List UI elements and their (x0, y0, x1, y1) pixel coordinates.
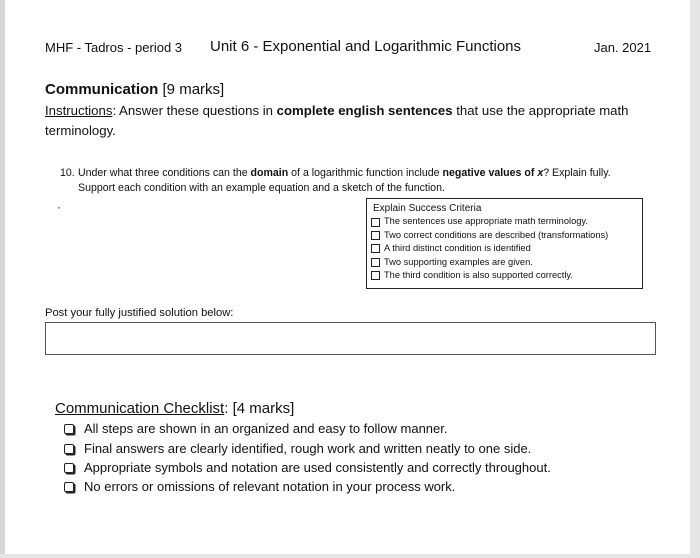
solution-answer-box[interactable] (45, 322, 656, 355)
criteria-item (371, 256, 642, 269)
solution-prompt: Post your fully justified solution below: (45, 307, 234, 319)
checklist-item (64, 421, 448, 436)
checkbox-icon[interactable] (371, 218, 380, 227)
question-text-c: ? Explain fully. (543, 167, 611, 179)
criteria-item-text: The sentences use appropriate math terminology. (384, 216, 588, 227)
question-text-b: of a logarithmic function include (288, 167, 443, 179)
checkbox-icon[interactable] (371, 244, 380, 253)
checklist-heading (55, 400, 294, 417)
checklist-item-text: Appropriate symbols and notation are used consistently and correctly throughout. (84, 460, 551, 475)
checkbox-icon[interactable] (64, 424, 74, 434)
instructions-bold: complete english sentences (276, 103, 453, 118)
criteria-item (371, 229, 642, 242)
criteria-item (371, 215, 642, 228)
instructions-pre: : Answer these questions in (112, 103, 277, 118)
checkbox-icon[interactable] (371, 258, 380, 267)
question-text-a: Under what three conditions can the (78, 167, 251, 179)
stray-mark: · (57, 200, 61, 214)
success-criteria-box (366, 198, 643, 289)
instructions (45, 101, 665, 141)
checkbox-icon[interactable] (64, 463, 74, 473)
instructions-post: that use the appropriate math terminology. (45, 103, 629, 138)
criteria-item-text: Two supporting examples are given. (384, 256, 533, 267)
criteria-title: Explain Success Criteria (373, 203, 482, 214)
criteria-item (371, 269, 642, 282)
checkbox-icon[interactable] (64, 482, 74, 492)
communication-title: Communication (45, 81, 159, 98)
instructions-label: Instructions (45, 103, 113, 118)
checklist-item-text: No errors or omissions of relevant notation in your process work. (84, 479, 456, 494)
checklist-item-text: Final answers are clearly identified, rough work and written neatly to one side. (84, 441, 532, 456)
question-10 (60, 166, 680, 196)
communication-heading (45, 81, 224, 98)
checklist-item (64, 479, 455, 494)
question-domain-word: domain (250, 167, 289, 179)
communication-marks: [9 marks] (162, 81, 225, 98)
criteria-item-text: A third distinct condition is identified (384, 243, 531, 254)
question-number: 10. (60, 167, 75, 179)
checklist-title: Communication Checklist (55, 400, 225, 417)
question-negative-phrase: negative values of (442, 167, 538, 179)
criteria-item-text: Two correct conditions are described (transformations) (384, 229, 609, 240)
page-left-edge (0, 0, 5, 558)
checklist-marks: : [4 marks] (224, 400, 295, 417)
checklist-item (64, 441, 531, 456)
page-bottom-edge (0, 554, 700, 558)
checkbox-icon[interactable] (371, 231, 380, 240)
course-header: MHF - Tadros - period 3 (45, 40, 183, 55)
checkbox-icon[interactable] (64, 444, 74, 454)
checklist-item-text: All steps are shown in an organized and easy to follow manner. (84, 421, 448, 436)
question-variable: x (537, 167, 544, 179)
criteria-item (371, 242, 642, 255)
question-line-2: Support each condition with an example equation and a sketch of the function. (78, 182, 445, 194)
date-header: Jan. 2021 (594, 40, 652, 55)
criteria-item-text: The third condition is also supported correctly. (384, 270, 573, 281)
checkbox-icon[interactable] (371, 271, 380, 280)
page-right-edge (690, 0, 700, 558)
checklist-item (64, 460, 551, 475)
unit-header: Unit 6 - Exponential and Logarithmic Functions (210, 38, 522, 55)
